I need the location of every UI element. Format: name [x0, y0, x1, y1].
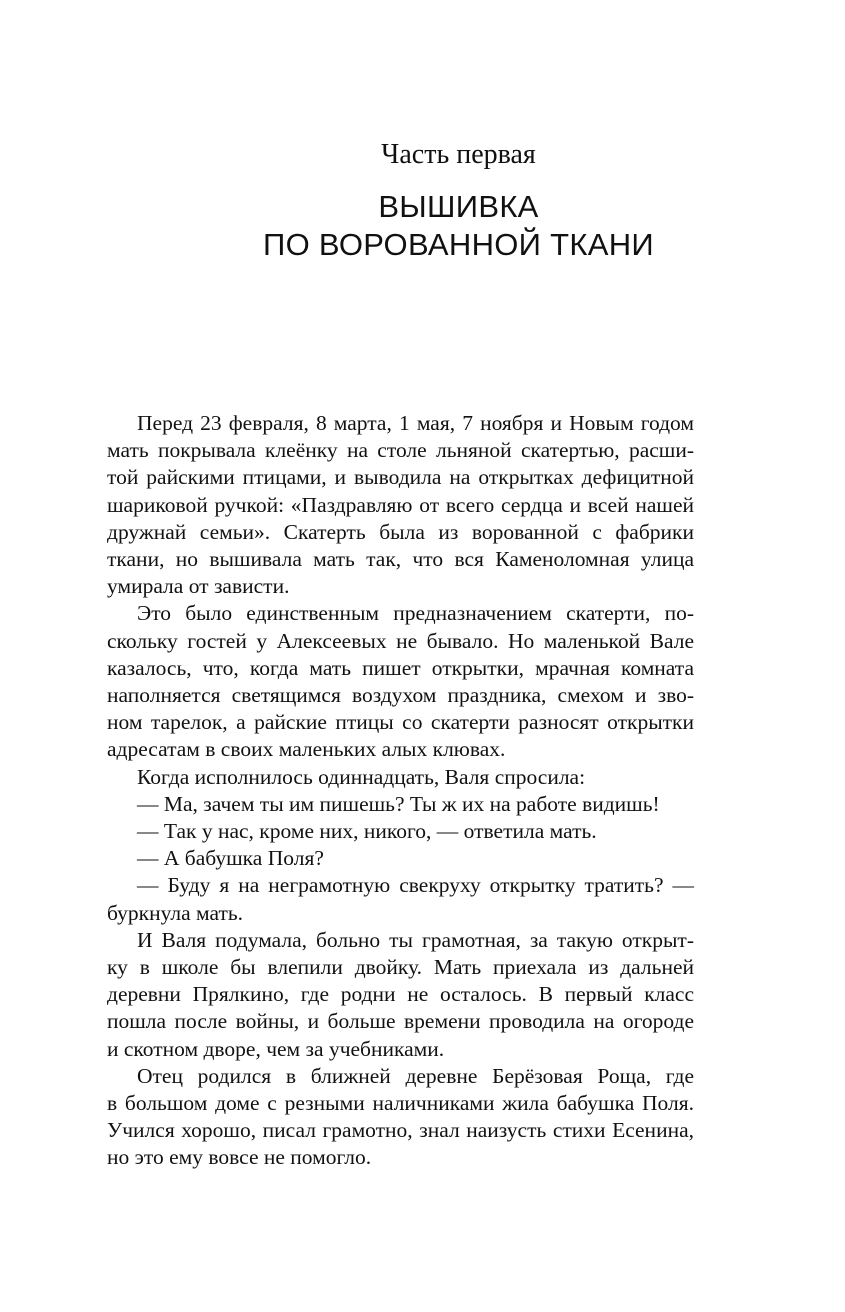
text-line: адресатам в своих маленьких алых клювах. — [107, 737, 506, 762]
dialogue-line — [107, 872, 694, 926]
text-line: ном тарелок, а райские птицы со скатерти разносят открытки — [107, 710, 694, 735]
part-label: Часть первая — [381, 139, 536, 170]
text-line: — Так у нас, кроме них, никого, — ответила мать. — [137, 819, 597, 844]
text-line: в большом доме с резными наличниками жила бабушка Поля. — [107, 1091, 694, 1116]
paragraph — [107, 1063, 694, 1172]
text-line: — Ма, зачем ты им пишешь? Ты ж их на работе видишь! — [137, 791, 660, 816]
chapter-title — [36, 188, 845, 264]
text-line: той райскими птицами, и выводила на открытках дефицитной — [107, 465, 694, 490]
text-line: ку в школе бы влепили двойку. Мать приехала из дальней — [107, 955, 694, 980]
dialogue-line — [107, 791, 694, 818]
text-line: но это ему вовсе не помогло. — [107, 1145, 372, 1170]
text-line: ткани, но вышивала мать так, что вся Каменоломная улица — [107, 547, 694, 572]
text-line: казалось, что, когда мать пишет открытки, мрачная комната — [107, 655, 694, 680]
text-line: шариковой ручкой: «Паздравляю от всего сердца и всей нашей — [107, 492, 694, 517]
text-line: деревни Прялкино, где родни не осталось. В первый класс — [107, 982, 694, 1007]
text-line: мать покрывала клеёнку на столе льняной скатертью, расши- — [107, 438, 694, 463]
text-line: — Буду я на неграмотную свекруху открытку тратить? — — [137, 873, 694, 898]
text-line: Отец родился в ближней деревне Берёзовая Роща, где — [137, 1063, 694, 1088]
paragraph — [107, 927, 694, 1063]
text-line: буркнула мать. — [107, 900, 244, 925]
paragraph — [107, 600, 694, 763]
text-line: дружнай семьи». Скатерть была из ворованной с фабрики — [107, 519, 694, 544]
text-line: — А бабушка Поля? — [137, 846, 324, 871]
paragraph — [107, 764, 694, 791]
dialogue-line — [107, 845, 694, 872]
chapter-title-line-2: ПО ВОРОВАННОЙ ТКАНИ — [262, 227, 655, 262]
text-line: наполняется светящимся воздухом праздника, смехом и зво- — [107, 683, 694, 708]
body-text — [107, 410, 694, 1172]
text-line: Перед 23 февраля, 8 марта, 1 мая, 7 ноября и Новым годом — [137, 411, 694, 435]
paragraph — [107, 410, 694, 600]
text-line: пошла после войны, и больше времени проводила на огороде — [107, 1009, 694, 1034]
text-line: Когда исполнилось одиннадцать, Валя спросила: — [137, 764, 586, 789]
dialogue-line — [107, 818, 694, 845]
text-line: умирала от зависти. — [107, 574, 290, 599]
text-line: скольку гостей у Алексеевых не бывало. Но маленькой Вале — [107, 628, 694, 653]
chapter-title-line-1: ВЫШИВКА — [378, 189, 539, 224]
text-line: И Валя подумала, больно ты грамотная, за такую открыт- — [137, 927, 694, 952]
text-line: и скотном дворе, чем за учебниками. — [107, 1036, 445, 1061]
text-line: Учился хорошо, писал грамотно, знал наизусть стихи Есенина, — [107, 1118, 694, 1143]
text-line: Это было единственным предназначением скатерти, по- — [137, 601, 694, 626]
